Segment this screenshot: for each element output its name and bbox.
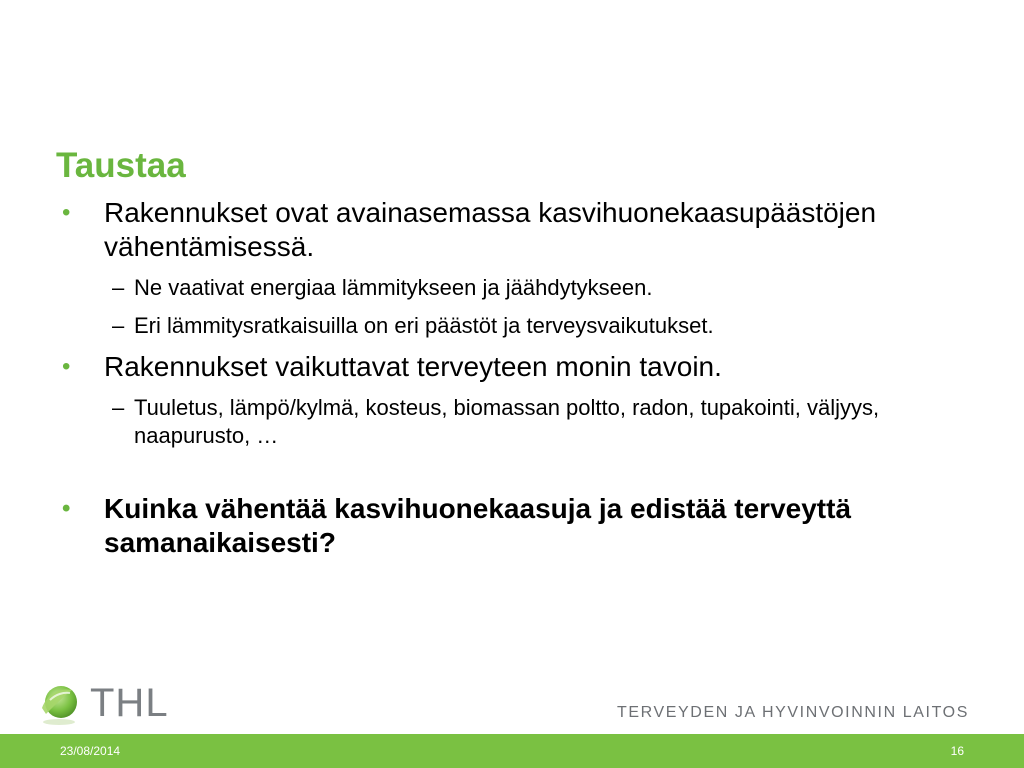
footer-bar xyxy=(0,734,1024,768)
bullet-item xyxy=(56,350,956,450)
sub-bullet-text: Ne vaativat energiaa lämmitykseen ja jäähdytykseen. xyxy=(134,275,653,300)
bullet-list xyxy=(56,196,956,560)
sub-bullet-item xyxy=(104,312,956,340)
thl-logo xyxy=(36,679,169,727)
bullet-item xyxy=(56,492,956,560)
footer-date: 23/08/2014 xyxy=(60,744,121,758)
logo-text: THL xyxy=(90,681,169,725)
sub-bullet-list xyxy=(104,274,956,340)
sub-bullet-item xyxy=(104,394,956,450)
bullet-icon: • xyxy=(62,495,71,522)
dash-icon: – xyxy=(112,313,125,338)
thl-leaf-globe-icon xyxy=(36,680,82,726)
bullet-text: Rakennukset vaikuttavat terveyteen monin tavoin. xyxy=(104,351,722,382)
dash-icon: – xyxy=(112,275,125,300)
bullet-item xyxy=(56,196,956,340)
page-number: 16 xyxy=(950,744,964,758)
sub-bullet-text: Eri lämmitysratkaisuilla on eri päästöt ja terveysvaikutukset. xyxy=(134,313,714,338)
sub-bullet-item xyxy=(104,274,956,302)
sub-bullet-text: Tuuletus, lämpö/kylmä, kosteus, biomassan poltto, radon, tupakointi, väljyys, naapurusto, … xyxy=(134,395,880,448)
organization-name: TERVEYDEN JA HYVINVOINNIN LAITOS xyxy=(616,704,969,721)
bullet-text: Kuinka vähentää kasvihuonekaasuja ja edistää terveyttä samanaikaisesti? xyxy=(104,493,852,558)
bullet-text: Rakennukset ovat avainasemassa kasvihuonekaasupäästöjen vähentämisessä. xyxy=(104,197,877,262)
dash-icon: – xyxy=(112,395,125,420)
bullet-icon: • xyxy=(62,199,71,226)
bullet-icon: • xyxy=(62,353,71,380)
sub-bullet-list xyxy=(104,394,956,450)
slide-title: Taustaa xyxy=(56,146,186,185)
